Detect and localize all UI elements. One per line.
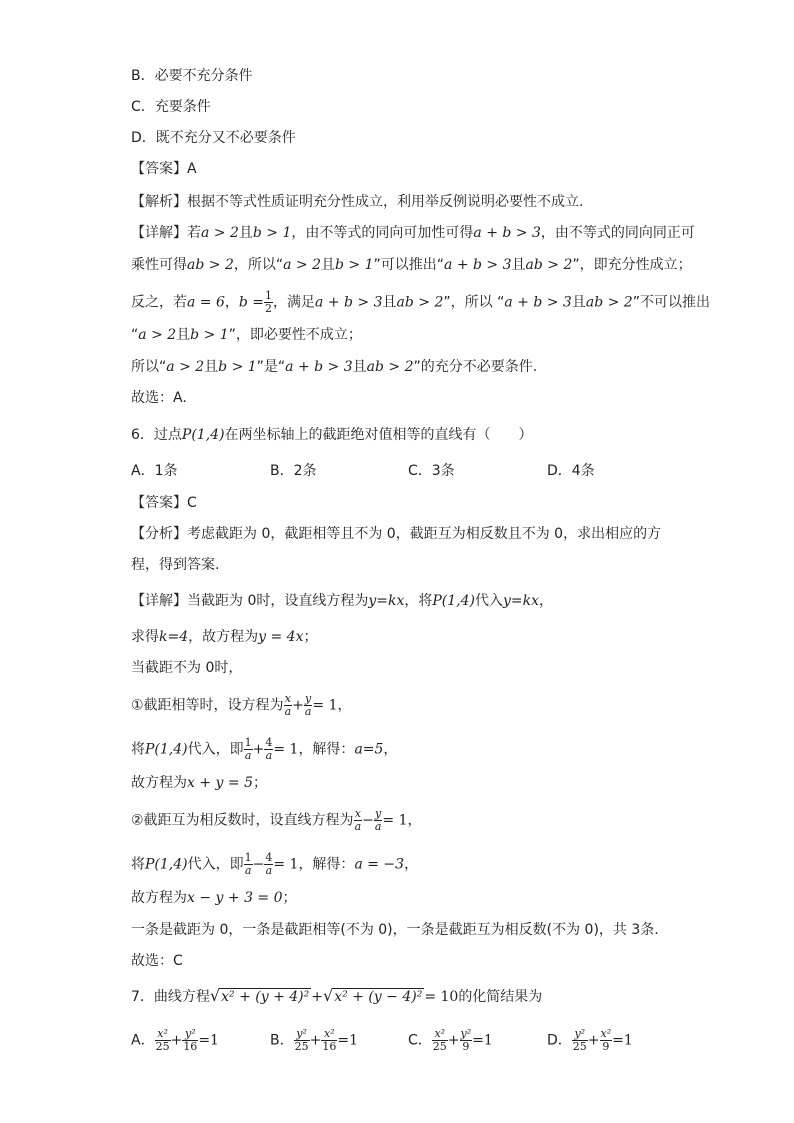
question-7-line bbox=[131, 986, 542, 1007]
denominator: a bbox=[244, 749, 252, 762]
math: x − y + 3 = 0 bbox=[187, 890, 283, 906]
text: ， bbox=[224, 294, 239, 311]
text: D．既不充分又不必要条件 bbox=[131, 130, 296, 146]
math: k=4 bbox=[159, 629, 189, 645]
numerator: 1 bbox=[244, 851, 252, 864]
text: 且 bbox=[204, 359, 219, 375]
analysis-line bbox=[131, 192, 583, 212]
text: 故选：A. bbox=[131, 390, 187, 406]
math: + bbox=[170, 1032, 183, 1049]
math: =1 bbox=[337, 1032, 358, 1049]
text: ， bbox=[407, 812, 422, 829]
radical-sign: √ bbox=[209, 986, 221, 1005]
math: y=kx bbox=[503, 593, 540, 609]
fraction bbox=[432, 1028, 448, 1053]
text: ，故方程为 bbox=[188, 629, 259, 645]
numerator: x² bbox=[600, 1027, 612, 1040]
fraction bbox=[155, 1028, 171, 1053]
numerator: y² bbox=[572, 1028, 588, 1041]
text: ， bbox=[539, 593, 554, 609]
text: 故方程为 bbox=[131, 775, 187, 791]
math: = 1 bbox=[382, 812, 408, 829]
denominator: 16 bbox=[183, 1040, 198, 1053]
denominator: 2 bbox=[265, 302, 273, 315]
fraction bbox=[264, 737, 273, 762]
numerator: 4 bbox=[265, 736, 273, 749]
math: ab > 2 bbox=[187, 257, 234, 273]
math: a > 2 bbox=[138, 327, 177, 343]
detail6-line-5 bbox=[131, 737, 397, 762]
choose-line-6 bbox=[131, 951, 183, 971]
text: ”不可以推出 bbox=[632, 294, 710, 311]
option-b-line bbox=[131, 66, 253, 86]
detail-line-5 bbox=[131, 357, 537, 377]
denominator: 25 bbox=[572, 1040, 587, 1053]
denominator: 25 bbox=[155, 1040, 170, 1053]
denominator: a bbox=[304, 705, 312, 718]
text: ，所以“ bbox=[233, 257, 284, 273]
math: a + b > 3 bbox=[285, 359, 353, 375]
math: − bbox=[362, 812, 374, 829]
fraction bbox=[284, 693, 293, 718]
numerator: 1 bbox=[265, 289, 273, 302]
math: a > 2 bbox=[283, 257, 322, 273]
text: ， bbox=[383, 741, 398, 758]
denominator: 16 bbox=[322, 1040, 337, 1053]
math: b > 1 bbox=[218, 359, 257, 375]
math: ab > 2 bbox=[585, 294, 633, 311]
text: 6．过点 bbox=[131, 427, 182, 443]
text: 代入，即 bbox=[187, 741, 244, 758]
math: − bbox=[252, 856, 265, 873]
detail6-line-6 bbox=[131, 773, 267, 793]
fraction bbox=[321, 1028, 337, 1053]
q6-option-b[interactable] bbox=[270, 461, 317, 481]
denominator: 9 bbox=[602, 1040, 610, 1053]
text: 的化简结果为 bbox=[458, 989, 543, 1005]
math: a = −3 bbox=[354, 856, 405, 873]
denominator: a bbox=[374, 820, 382, 833]
text: ①截距相等时，设方程为 bbox=[131, 697, 284, 714]
text: 求得 bbox=[131, 629, 159, 645]
math: = 1 bbox=[312, 697, 338, 714]
numerator: 4 bbox=[265, 851, 273, 864]
text: ，解得： bbox=[298, 856, 355, 873]
text: ”是“ bbox=[256, 359, 286, 375]
text: ”，所以 “ bbox=[443, 294, 505, 311]
math: ab > 2 bbox=[366, 359, 414, 375]
text: ， bbox=[404, 856, 419, 873]
q7-option-b[interactable] bbox=[270, 1028, 358, 1053]
option-c-line bbox=[131, 97, 211, 117]
denominator: 9 bbox=[462, 1040, 470, 1053]
text: ”，即充分性成立； bbox=[572, 257, 692, 273]
text: ”可以推出“ bbox=[373, 257, 445, 273]
fraction bbox=[264, 852, 273, 877]
math: a = 6 bbox=[187, 294, 225, 311]
detail6-line-3 bbox=[131, 658, 242, 678]
text: ，满足 bbox=[273, 294, 316, 311]
numerator: x bbox=[354, 807, 361, 820]
text: 【答案】C bbox=[131, 495, 197, 511]
q6-option-a[interactable] bbox=[131, 461, 177, 481]
q7-option-c[interactable] bbox=[408, 1028, 493, 1053]
text: 代入，即 bbox=[187, 856, 244, 873]
text: 且 bbox=[571, 294, 586, 311]
math: b > 1 bbox=[335, 257, 374, 273]
text: ”的充分不必要条件. bbox=[413, 359, 538, 375]
math: + bbox=[252, 741, 265, 758]
fraction bbox=[572, 1028, 588, 1053]
math: b > 1 bbox=[252, 225, 292, 241]
detail-line-3 bbox=[131, 290, 710, 315]
text: 【解析】根据不等式性质证明充分性成立，利用举反例说明必要性不成立. bbox=[131, 194, 584, 210]
text: C．充要条件 bbox=[131, 99, 211, 115]
denominator: 25 bbox=[432, 1040, 447, 1053]
denominator: 25 bbox=[294, 1040, 309, 1053]
math: a > 2 bbox=[201, 225, 239, 241]
text: 程，得到答案. bbox=[131, 557, 220, 573]
text: 且 bbox=[176, 327, 191, 343]
text: ②截距互为相反数时，设直线方程为 bbox=[131, 812, 354, 829]
q6-option-d[interactable] bbox=[547, 461, 595, 481]
fraction bbox=[244, 737, 253, 762]
text: 【详解】若 bbox=[131, 225, 201, 241]
answer-line-6 bbox=[131, 493, 197, 513]
text: ”，即必要性不成立； bbox=[228, 327, 362, 343]
text: ； bbox=[282, 890, 297, 906]
fraction bbox=[264, 290, 273, 315]
numerator: x bbox=[284, 692, 291, 705]
math: a=5 bbox=[354, 741, 384, 758]
detail-line-1 bbox=[131, 223, 695, 243]
detail6-line-9 bbox=[131, 888, 297, 908]
math: a + b > 3 bbox=[473, 225, 541, 241]
detail-line-2 bbox=[131, 255, 692, 275]
text: 7．曲线方程 bbox=[131, 989, 210, 1005]
math: b = bbox=[238, 294, 265, 311]
numerator: 1 bbox=[244, 736, 252, 749]
numerator: x² bbox=[432, 1028, 448, 1041]
text: “ bbox=[131, 327, 139, 343]
denominator: a bbox=[265, 749, 273, 762]
text: C．3条 bbox=[408, 463, 455, 479]
fraction bbox=[600, 1028, 613, 1053]
text: 且 bbox=[382, 294, 397, 311]
text: 反之，若 bbox=[131, 294, 187, 311]
text: ； bbox=[303, 629, 318, 645]
numerator: y bbox=[375, 807, 382, 820]
text: 乘性可得 bbox=[131, 257, 187, 273]
math: P(1,4) bbox=[145, 741, 188, 758]
math: a + b > 3 bbox=[444, 257, 512, 273]
math: x + y = 5 bbox=[187, 775, 253, 791]
math: =1 bbox=[472, 1032, 493, 1049]
text: 且 bbox=[238, 225, 253, 241]
math: + bbox=[447, 1032, 460, 1049]
text: 将 bbox=[131, 741, 145, 758]
q6-option-c[interactable] bbox=[408, 461, 455, 481]
option-d-line bbox=[131, 128, 296, 148]
text: 所以“ bbox=[131, 359, 167, 375]
q7-option-d[interactable] bbox=[547, 1028, 633, 1053]
math: + bbox=[311, 989, 323, 1005]
text: 【详解】当截距为 0时，设直线方程为 bbox=[131, 593, 369, 609]
numerator: x² bbox=[321, 1028, 337, 1041]
numerator: x² bbox=[155, 1028, 171, 1041]
denominator: a bbox=[244, 864, 252, 877]
analysis-line-6a bbox=[131, 524, 661, 544]
numerator: y² bbox=[460, 1027, 472, 1040]
answer-line bbox=[131, 159, 197, 179]
text: ； bbox=[252, 775, 267, 791]
math: + bbox=[292, 697, 304, 714]
text: A．1条 bbox=[131, 463, 178, 479]
text: ，由不等式的同向可加性可得 bbox=[291, 225, 474, 241]
detail6-line-4 bbox=[131, 693, 352, 718]
analysis-line-6b bbox=[131, 555, 219, 575]
math: = 10 bbox=[424, 989, 459, 1005]
text: ，将 bbox=[404, 593, 433, 609]
q7-option-a[interactable] bbox=[131, 1028, 219, 1053]
math: y=kx bbox=[368, 593, 405, 609]
text: 将 bbox=[131, 856, 145, 873]
detail6-line-1 bbox=[131, 591, 553, 611]
detail6-line-8 bbox=[131, 852, 418, 877]
text: 代入 bbox=[475, 593, 503, 609]
choose-line bbox=[131, 388, 187, 408]
text: 【分析】考虑截距为 0，截距相等且不为 0，截距互为相反数且不为 0，求出相应的方 bbox=[131, 526, 662, 542]
text: 在两坐标轴上的截距绝对值相等的直线有（ ） bbox=[224, 427, 533, 443]
text: 且 bbox=[352, 359, 367, 375]
detail6-line-2 bbox=[131, 627, 317, 647]
fraction bbox=[244, 852, 253, 877]
numerator: y² bbox=[182, 1028, 198, 1041]
fraction bbox=[460, 1028, 473, 1053]
detail6-line-7 bbox=[131, 808, 422, 833]
math: = 1 bbox=[273, 856, 299, 873]
radicand: x² + (y + 4)² bbox=[221, 989, 310, 1005]
text: 故方程为 bbox=[131, 890, 187, 906]
math: a + b > 3 bbox=[504, 294, 572, 311]
math: a > 2 bbox=[166, 359, 205, 375]
denominator: a bbox=[265, 864, 273, 877]
math: P(1,4) bbox=[145, 856, 188, 873]
text: 故选：C bbox=[131, 953, 183, 969]
text: ，由不等式的同向同正可 bbox=[540, 225, 695, 241]
text: C． bbox=[408, 1032, 432, 1049]
math: P(1,4) bbox=[181, 427, 225, 443]
fraction bbox=[182, 1028, 198, 1053]
math: ab > 2 bbox=[396, 294, 444, 311]
text: 一条是截距为 0，一条是截距相等(不为 0)，一条是截距互为相反数(不为 0)，共 3条. bbox=[131, 922, 659, 938]
math: =1 bbox=[612, 1032, 633, 1049]
text: B． bbox=[270, 1032, 294, 1049]
math: = 1 bbox=[273, 741, 299, 758]
text: ，解得： bbox=[298, 741, 355, 758]
text: 且 bbox=[511, 257, 526, 273]
math: b > 1 bbox=[190, 327, 229, 343]
numerator: y² bbox=[294, 1028, 310, 1041]
text: 当截距不为 0时， bbox=[131, 660, 243, 676]
math: y = 4x bbox=[258, 629, 304, 645]
fraction bbox=[294, 1028, 310, 1053]
math: + bbox=[587, 1032, 600, 1049]
text: 且 bbox=[321, 257, 336, 273]
detail6-line-10 bbox=[131, 920, 659, 940]
math: P(1,4) bbox=[432, 593, 475, 609]
math: a + b > 3 bbox=[315, 294, 383, 311]
question-6-line bbox=[131, 425, 533, 445]
radicand: x² + (y − 4)² bbox=[334, 989, 423, 1005]
numerator: y bbox=[305, 692, 312, 705]
text: B．必要不充分条件 bbox=[131, 68, 253, 84]
text: D． bbox=[547, 1032, 572, 1049]
radical-sign: √ bbox=[322, 986, 334, 1005]
text: A． bbox=[131, 1032, 155, 1049]
math: =1 bbox=[198, 1032, 219, 1049]
text: ， bbox=[337, 697, 352, 714]
text: B．2条 bbox=[270, 463, 317, 479]
math: ab > 2 bbox=[525, 257, 573, 273]
denominator: a bbox=[354, 820, 362, 833]
denominator: a bbox=[284, 705, 292, 718]
fraction bbox=[354, 808, 363, 833]
text: D．4条 bbox=[547, 463, 595, 479]
text: 【答案】A bbox=[131, 161, 197, 177]
detail-line-4 bbox=[131, 325, 362, 345]
math: + bbox=[309, 1032, 322, 1049]
